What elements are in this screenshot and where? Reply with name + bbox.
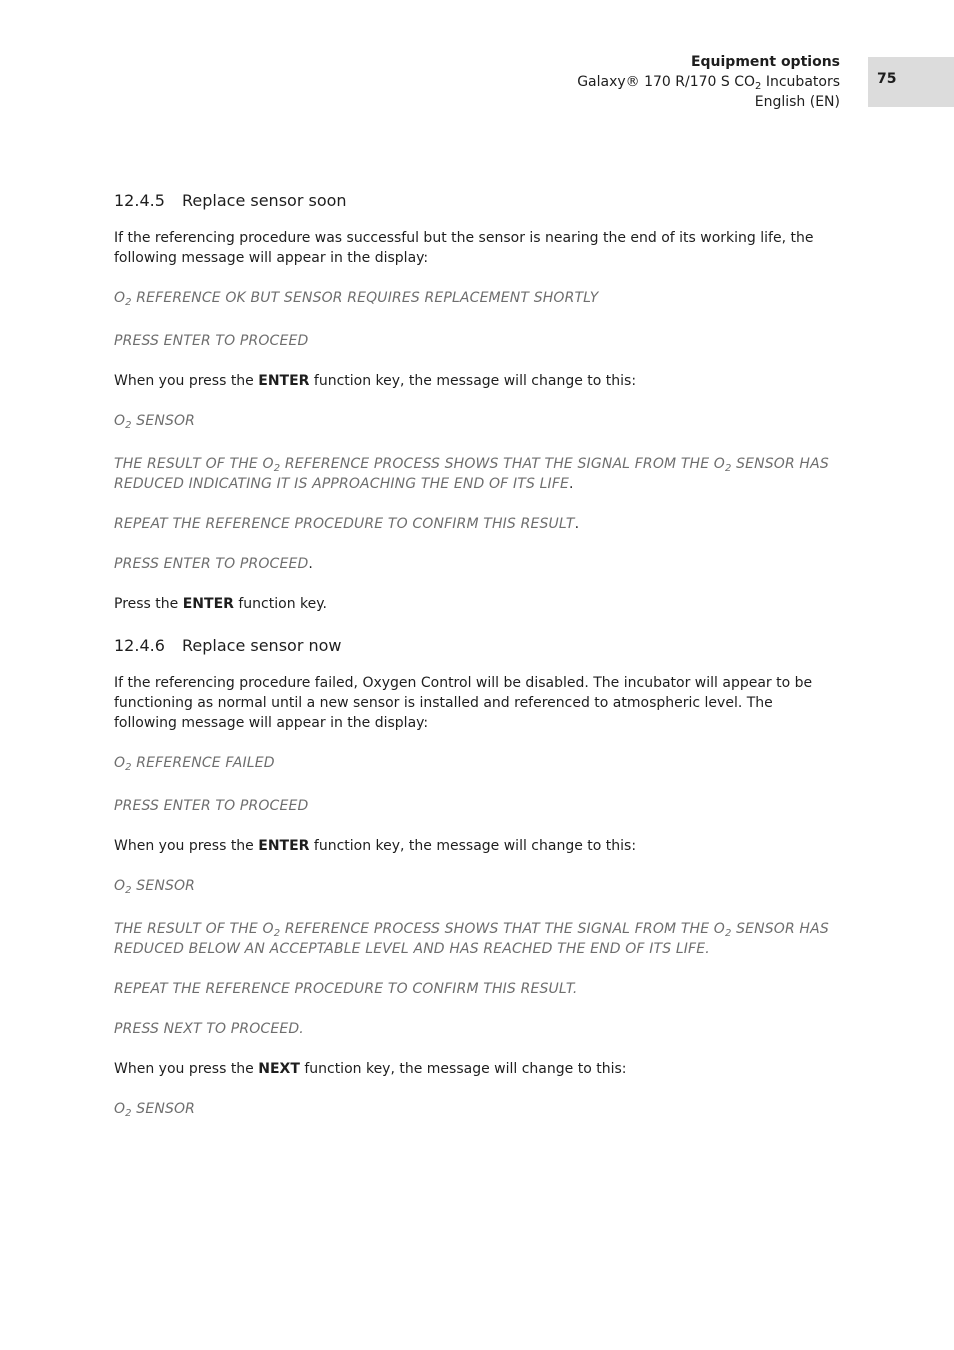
page-content xyxy=(114,189,840,1142)
instruction-text: When you press the xyxy=(114,838,259,854)
o2-subscript: 2 xyxy=(273,463,281,474)
instruction-text: function key, the message will change to this: xyxy=(309,373,637,389)
instruction-text: When you press the xyxy=(114,373,259,389)
display-message-press-next: PRESS NEXT TO PROCEED. xyxy=(114,1021,304,1037)
display-message-o2-sensor-final xyxy=(114,1099,840,1119)
message-text: SENSOR HAS REDUCED BELOW AN ACCEPTABLE LEVEL AND HAS REACHED THE END OF ITS LIFE. xyxy=(114,921,829,957)
instruction-press-enter xyxy=(114,836,840,856)
period: . xyxy=(574,516,580,532)
instruction-press-next xyxy=(114,1059,840,1079)
o2-symbol: O xyxy=(114,755,126,771)
o2-symbol: O xyxy=(713,456,725,472)
message-text: THE RESULT OF THE xyxy=(114,456,263,472)
message-text: SENSOR xyxy=(131,1101,196,1117)
instruction-text: Press the xyxy=(114,596,183,612)
display-message-o2-sensor xyxy=(114,876,840,896)
section-intro: If the referencing procedure was successful but the sensor is nearing the end of its working life, the following message will appear in the display: xyxy=(114,230,814,266)
display-message-result xyxy=(114,919,840,959)
o2-symbol: O xyxy=(114,878,126,894)
function-key-name: ENTER xyxy=(258,373,310,389)
o2-subscript: 2 xyxy=(125,885,132,896)
display-message-repeat: REPEAT THE REFERENCE PROCEDURE TO CONFIRM THIS RESULT. xyxy=(114,981,578,997)
header-language: English (EN) xyxy=(754,94,840,110)
instruction-text: When you press the xyxy=(114,1061,259,1077)
o2-symbol: O xyxy=(713,921,725,937)
section-heading-replace-now xyxy=(114,634,840,658)
section-number: 12.4.5 xyxy=(114,191,165,210)
message-text: REPEAT THE REFERENCE PROCEDURE TO CONFIRM THIS RESULT xyxy=(114,516,575,532)
instruction-press-enter xyxy=(114,371,840,391)
display-message-press-enter: PRESS ENTER TO PROCEED xyxy=(114,333,309,349)
section-title: Replace sensor soon xyxy=(182,191,347,210)
display-message-reference-failed xyxy=(114,753,840,773)
period: . xyxy=(308,556,314,572)
display-message-repeat xyxy=(114,514,840,534)
o2-symbol: O xyxy=(114,1101,126,1117)
o2-subscript: 2 xyxy=(125,297,132,308)
page-number: 75 xyxy=(868,57,954,107)
message-text: REFERENCE FAILED xyxy=(131,755,275,771)
page-header xyxy=(577,52,840,112)
message-text: THE RESULT OF THE xyxy=(114,921,263,937)
message-text: REFERENCE PROCESS SHOWS THAT THE SIGNAL FROM THE xyxy=(280,456,714,472)
o2-subscript: 2 xyxy=(125,1108,132,1119)
display-message-o2-sensor xyxy=(114,411,840,431)
o2-subscript: 2 xyxy=(724,463,732,474)
function-key-name: NEXT xyxy=(258,1061,300,1077)
message-text: REFERENCE PROCESS SHOWS THAT THE SIGNAL FROM THE xyxy=(280,921,714,937)
o2-symbol: O xyxy=(262,921,274,937)
display-message-press-enter: PRESS ENTER TO PROCEED xyxy=(114,798,309,814)
period: . xyxy=(569,476,574,492)
header-product-subscript: 2 xyxy=(755,81,762,92)
function-key-name: ENTER xyxy=(258,838,310,854)
instruction-text: function key, the message will change to this: xyxy=(299,1061,627,1077)
message-text: SENSOR xyxy=(131,878,196,894)
display-message-press-enter-2 xyxy=(114,554,840,574)
header-product xyxy=(577,72,840,92)
o2-symbol: O xyxy=(262,456,274,472)
header-chapter-title: Equipment options xyxy=(690,54,840,70)
message-text: REFERENCE OK BUT SENSOR REQUIRES REPLACEMENT SHORTLY xyxy=(131,290,599,306)
o2-symbol: O xyxy=(114,290,126,306)
o2-subscript: 2 xyxy=(273,928,281,939)
instruction-text: function key, the message will change to this: xyxy=(309,838,637,854)
section-title: Replace sensor now xyxy=(182,636,342,655)
header-product-suffix: Incubators xyxy=(761,74,840,90)
instruction-press-enter-2 xyxy=(114,594,840,614)
o2-symbol: O xyxy=(114,413,126,429)
message-text: SENSOR HAS REDUCED INDICATING IT IS APPROACHING THE END OF ITS LIFE xyxy=(114,456,829,492)
instruction-text: function key. xyxy=(233,596,327,612)
o2-subscript: 2 xyxy=(125,420,132,431)
section-number: 12.4.6 xyxy=(114,636,165,655)
message-text: PRESS ENTER TO PROCEED xyxy=(114,556,309,572)
function-key-name: ENTER xyxy=(182,596,234,612)
o2-subscript: 2 xyxy=(724,928,732,939)
display-message-reference-ok xyxy=(114,288,840,308)
section-heading-replace-soon xyxy=(114,189,840,213)
header-product-prefix: Galaxy® 170 R/170 S CO xyxy=(577,74,756,90)
section-intro: If the referencing procedure failed, Oxygen Control will be disabled. The incubator will appear to be functioning as normal until a new sensor is installed and referenced to atmospheric level. The following message will appear in the display: xyxy=(114,675,813,731)
o2-subscript: 2 xyxy=(125,762,132,773)
display-message-result xyxy=(114,454,840,494)
message-text: SENSOR xyxy=(131,413,196,429)
